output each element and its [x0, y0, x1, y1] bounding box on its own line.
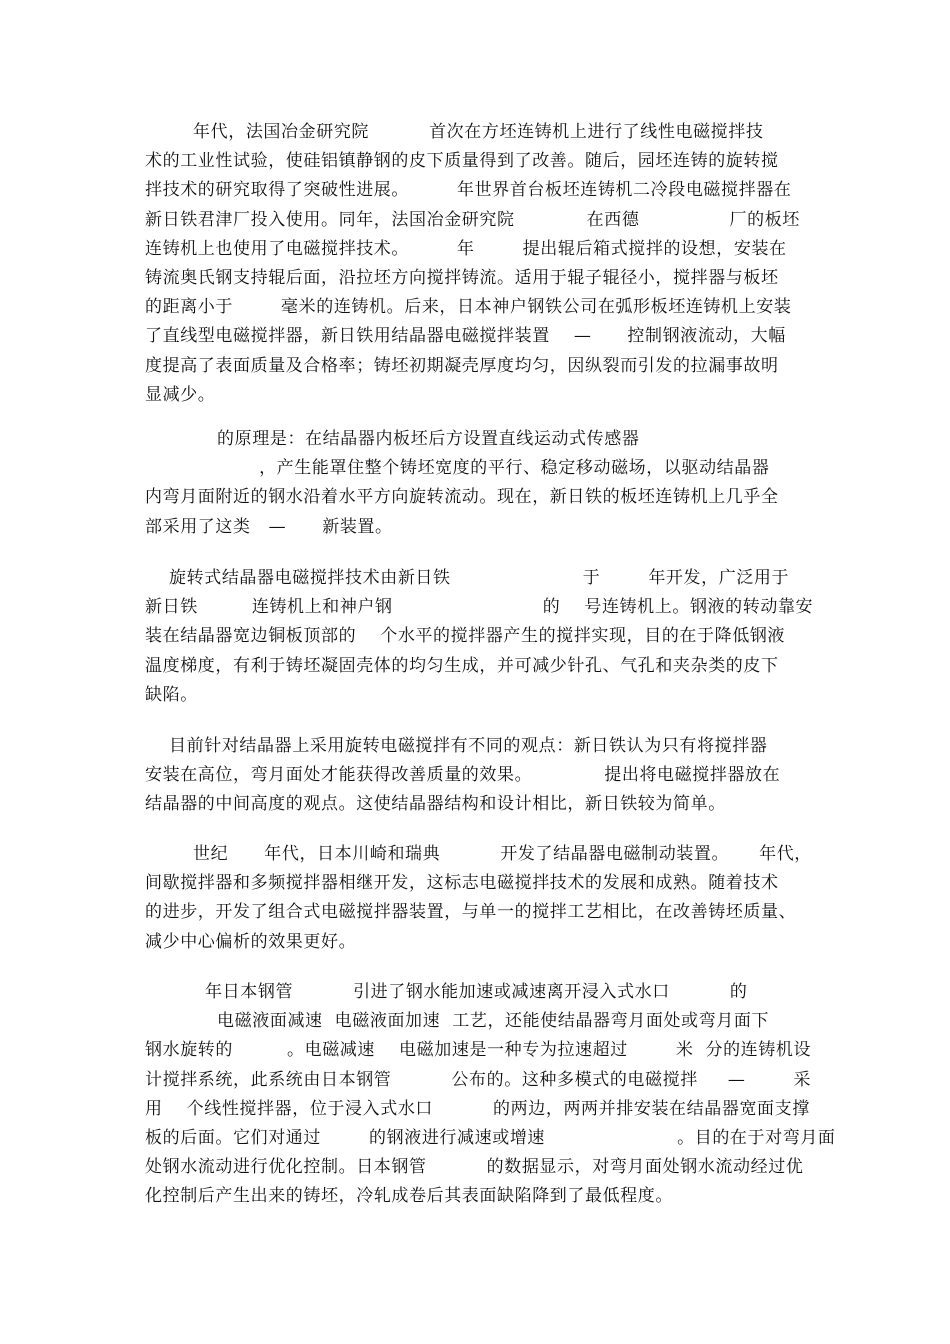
paragraph-1-line: 拌技术的研究取得了突破性进展。 年世界首台板坯连铸机二冷段电磁搅拌器在 [145, 180, 792, 201]
paragraph-2-line: 内弯月面附近的钢水沿着水平方向旋转流动。现在，新日铁的板坯连铸机上几乎全 [145, 487, 779, 508]
paragraph-4-line: 目前针对结晶器上采用旋转电磁搅拌有不同的观点：新日铁认为只有将搅拌器 [145, 736, 768, 756]
paragraph-3-line: 缺陷。 [145, 684, 198, 705]
paragraph-5-line: 间歇搅拌器和多频搅拌器相继开发，这标志电磁搅拌技术的发展和成熟。随着技术 [145, 873, 779, 894]
paragraph-5-line: 减少中心偏析的效果更好。 [145, 931, 357, 952]
paragraph-1-line: 显减少。 [145, 384, 216, 405]
paragraph-3-line: 新日铁 连铸机上和神户钢 的 号连铸机上。钢液的转动靠安 [145, 597, 814, 618]
paragraph-1-line: 年代，法国冶金研究院 首次在方坯连铸机上进行了线性电磁搅拌技 [145, 122, 764, 142]
paragraph-6-line: 钢水旋转的 。电磁减速 电磁加速是一种专为拉速超过 米 分的连铸机设 [145, 1040, 812, 1061]
paragraph-1-line: 了直线型电磁搅拌器，新日铁用结晶器电磁搅拌装置 — 控制钢液流动，大幅 [145, 326, 786, 347]
paragraph-4-line: 安装在高位，弯月面处才能获得改善质量的效果。 提出将电磁搅拌器放在 [145, 765, 781, 786]
paragraph-1-line: 的距离小于 毫米的连铸机。后来，日本神户钢铁公司在弧形板坯连铸机上安装 [145, 297, 792, 318]
paragraph-6-line: 年日本钢管 引进了钢水能加速或减速离开浸入式水口 的 [145, 982, 748, 1002]
paragraph-1-line: 术的工业性试验，使硅铝镇静钢的皮下质量得到了改善。随后，园坯连铸的旋转搅 [145, 151, 779, 172]
paragraph-2-line: 的原理是：在结晶器内板坯后方设置直线运动式传感器 [145, 429, 640, 449]
paragraph-6-line: 化控制后产生出来的铸坯，冷轧成卷后其表面缺陷降到了最低程度。 [145, 1186, 673, 1207]
paragraph-1-line: 连铸机上也使用了电磁搅拌技术。 年 提出辊后箱式搅拌的设想，安装在 [145, 238, 787, 259]
paragraph-1-line: 铸流奥氏钢支持辊后面，沿拉坯方向搅拌铸流。适用于辊子辊径小，搅拌器与板坯 [145, 268, 779, 288]
paragraph-6-line: 用 个线性搅拌器，位于浸入式水口 的两边，两两并排安装在结晶器宽面支撑 [145, 1098, 810, 1119]
paragraph-6-line: 计搅拌系统，此系统由日本钢管 公布的。这种多模式的电磁搅拌 — 采 [145, 1069, 812, 1090]
paragraph-5-line: 的进步，开发了组合式电磁搅拌器装置，与单一的搅拌工艺相比，在改善铸坯质量、 [145, 902, 797, 923]
paragraph-1-line: 度提高了表面质量及合格率；铸坯初期凝壳厚度均匀，因纵裂而引发的拉漏事故明 [145, 355, 779, 376]
paragraph-4-line: 结晶器的中间高度的观点。这使结晶器结构和设计相比，新日铁较为简单。 [145, 794, 726, 815]
paragraph-1-line: 新日铁君津厂投入使用。同年，法国冶金研究院 在西德 厂的板坯 [145, 209, 800, 230]
paragraph-2-line: 部采用了这类 — 新装置。 [145, 516, 393, 537]
paragraph-3-line: 旋转式结晶器电磁搅拌技术由新日铁 于 年开发，广泛用于 [145, 568, 790, 588]
paragraph-5-line: 世纪 年代，日本川崎和瑞典 开发了结晶器电磁制动装置。 年代， [145, 844, 812, 864]
paragraph-3-line: 温度梯度，有利于铸坯凝固壳体的均匀生成，并可减少针孔、气孔和夹杂类的皮下 [145, 655, 779, 676]
paragraph-6-line: 处钢水流动进行优化控制。日本钢管 的数据显示，对弯月面处钢水流动经过优 [145, 1157, 804, 1178]
paragraph-6-line: 板的后面。它们对通过 的钢液进行减速或增速 。目的在于对弯月面 [145, 1128, 836, 1148]
paragraph-3-line: 装在结晶器宽边铜板顶部的 个水平的搅拌器产生的搅拌实现，目的在于降低钢液 [145, 626, 786, 647]
paragraph-2-line: ，产生能罩住整个铸坯宽度的平行、稳定移动磁场，以驱动结晶器 [145, 458, 770, 479]
paragraph-6-line: 电磁液面减速 电磁液面加速 工艺，还能使结晶器弯月面处或弯月面下 [145, 1011, 770, 1032]
